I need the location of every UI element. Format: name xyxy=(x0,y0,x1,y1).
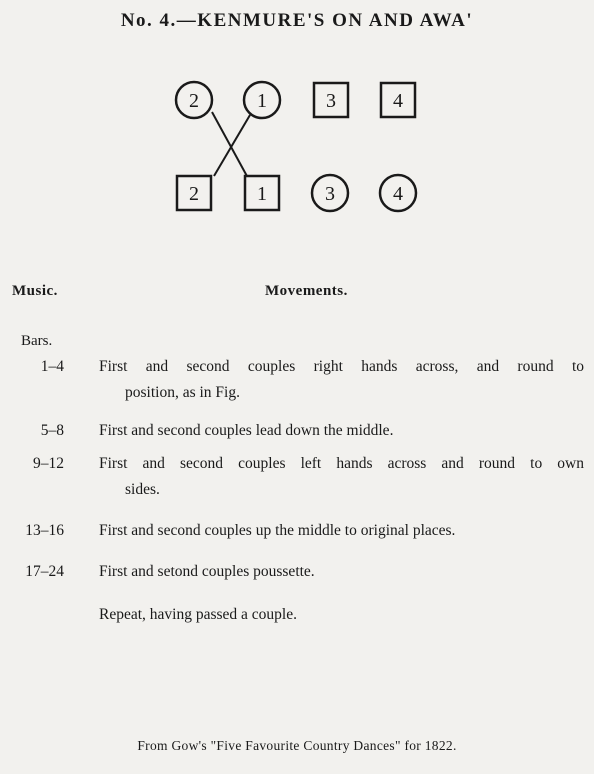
movement-text-line1: First and second couples left hands across and round to own xyxy=(99,455,584,472)
movement-bars: 1–4 xyxy=(40,358,64,375)
source-footer: From Gow's "Five Favourite Country Dances" for 1822. xyxy=(137,738,457,753)
movement-text-line1: First and second couples up the middle to original places. xyxy=(99,522,456,539)
bottom-position-2-label: 1 xyxy=(257,183,267,205)
movement-text-line1: First and setond couples poussette. xyxy=(99,563,315,580)
bottom-position-1 xyxy=(177,176,211,210)
bars-label: Bars. xyxy=(21,333,53,349)
top-position-1 xyxy=(176,82,212,118)
top-position-2 xyxy=(244,82,280,118)
movements-header: Movements. xyxy=(265,283,348,299)
dance-figure xyxy=(0,0,594,260)
bottom-position-3-label: 3 xyxy=(325,183,335,205)
movement-text-line1: First and second couples lead down the middle. xyxy=(99,422,394,439)
bottom-position-1-label: 2 xyxy=(189,183,199,205)
cross-line-a xyxy=(212,112,248,178)
bottom-position-4 xyxy=(380,175,416,211)
music-header: Music. xyxy=(12,283,58,299)
movement-text-line1: First and second couples right hands across, and round to xyxy=(99,358,584,375)
movement-bars: 13–16 xyxy=(25,522,64,539)
top-position-4 xyxy=(381,83,415,117)
movement-text-line1: Repeat, having passed a couple. xyxy=(99,606,297,623)
movement-bars: 9–12 xyxy=(33,455,64,472)
top-position-1-label: 2 xyxy=(189,90,199,112)
top-position-2-label: 1 xyxy=(257,90,267,112)
movement-text-line2: sides. xyxy=(125,481,160,498)
bottom-position-3 xyxy=(312,175,348,211)
movement-bars: 5–8 xyxy=(40,422,64,439)
page-title: No. 4.—KENMURE'S ON AND AWA' xyxy=(120,10,474,31)
movement-text-line2: position, as in Fig. xyxy=(125,384,240,401)
movement-bars: 17–24 xyxy=(25,563,64,580)
top-position-4-label: 4 xyxy=(393,90,403,112)
top-position-3 xyxy=(314,83,348,117)
top-position-3-label: 3 xyxy=(326,90,336,112)
bottom-position-2 xyxy=(245,176,279,210)
bottom-position-4-label: 4 xyxy=(393,183,403,205)
